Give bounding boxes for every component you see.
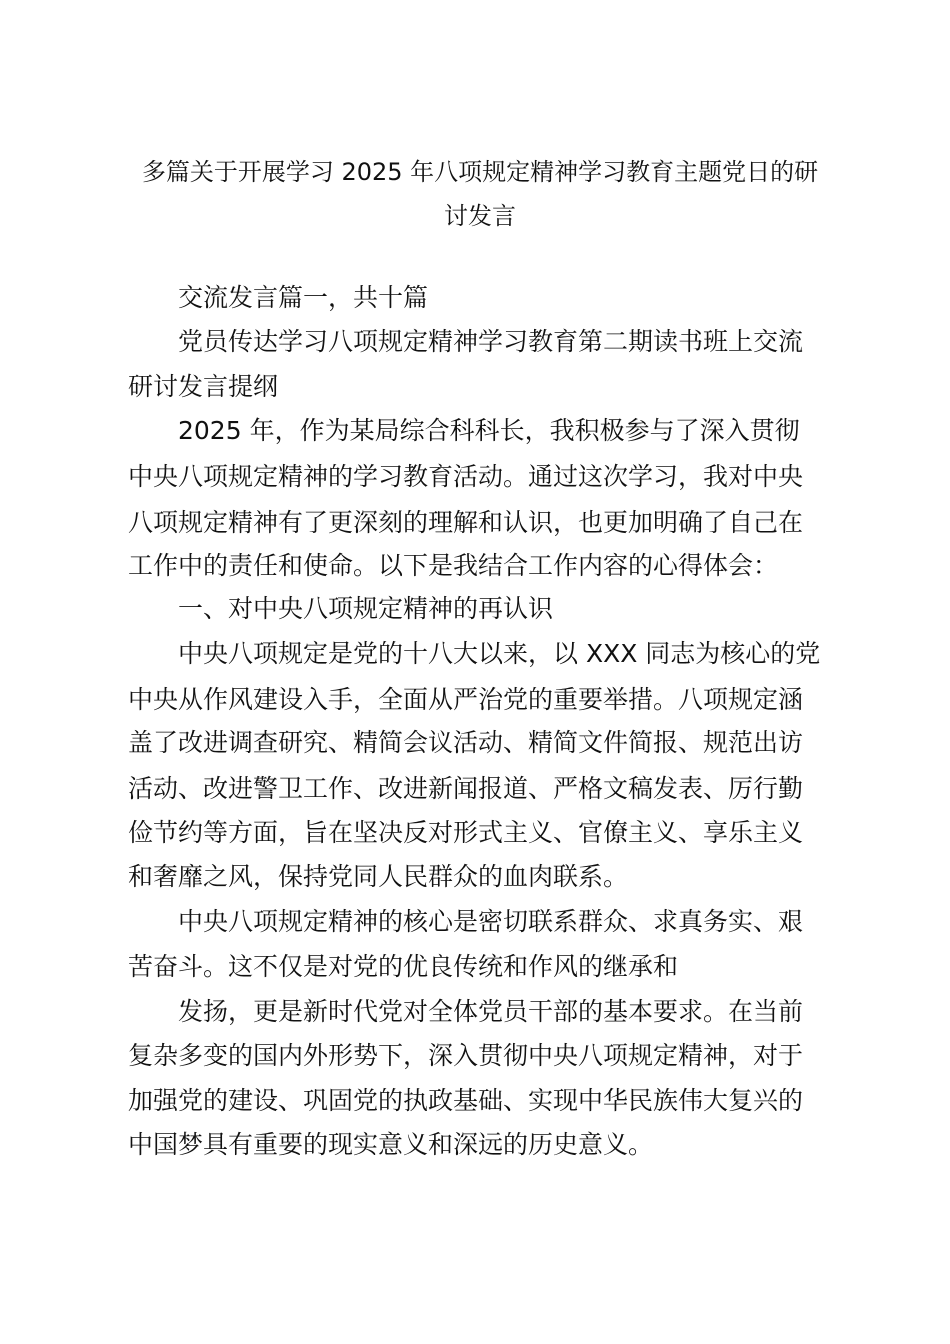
body-line: 党员传达学习八项规定精神学习教育第二期读书班上交流 bbox=[178, 327, 804, 356]
body-line: 中国梦具有重要的现实意义和深远的历史意义。 bbox=[128, 1130, 654, 1159]
body-line: 复杂多变的国内外形势下，深入贯彻中央八项规定精神，对于 bbox=[128, 1041, 804, 1070]
body-line: 中央八项规定精神的核心是密切联系群众、求真务实、艰 bbox=[178, 907, 804, 936]
body-line: 和奢靡之风，保持党同人民群众的血肉联系。 bbox=[128, 862, 629, 891]
body-line: 中央八项规定是党的十八大以来，以 XXX 同志为核心的党 bbox=[178, 639, 821, 668]
body-line: 苦奋斗。这不仅是对党的优良传统和作风的继承和 bbox=[128, 952, 679, 981]
body-line: 中央八项规定精神的学习教育活动。通过这次学习，我对中央 bbox=[128, 462, 804, 491]
section-heading: 一、对中央八项规定精神的再认识 bbox=[178, 594, 554, 623]
body-line: 盖了改进调查研究、精简会议活动、精简文件简报、规范出访 bbox=[128, 728, 804, 757]
body-line: 工作中的责任和使命。以下是我结合工作内容的心得体会： bbox=[128, 551, 779, 580]
body-line: 研讨发言提纲 bbox=[128, 372, 279, 401]
body-line: 中央从作风建设入手，全面从严治党的重要举措。八项规定涵 bbox=[128, 685, 804, 714]
document-title bbox=[120, 150, 840, 238]
body-line: 交流发言篇一，共十篇 bbox=[178, 283, 429, 312]
body-line: 加强党的建设、巩固党的执政基础、实现中华民族伟大复兴的 bbox=[128, 1086, 804, 1115]
body-line: 发扬，更是新时代党对全体党员干部的基本要求。在当前 bbox=[178, 997, 804, 1026]
body-line: 活动、改进警卫工作、改进新闻报道、严格文稿发表、厉行勤 bbox=[128, 774, 804, 803]
body-line: 八项规定精神有了更深刻的理解和认识，也更加明确了自己在 bbox=[128, 508, 804, 537]
body-line: 2025 年，作为某局综合科科长，我积极参与了深入贯彻 bbox=[178, 416, 800, 445]
title-line-2: 讨发言 bbox=[444, 202, 516, 230]
body-line: 俭节约等方面，旨在坚决反对形式主义、官僚主义、享乐主义 bbox=[128, 818, 804, 847]
title-line-1: 多篇关于开展学习 2025 年八项规定精神学习教育主题党日的研 bbox=[141, 158, 819, 186]
